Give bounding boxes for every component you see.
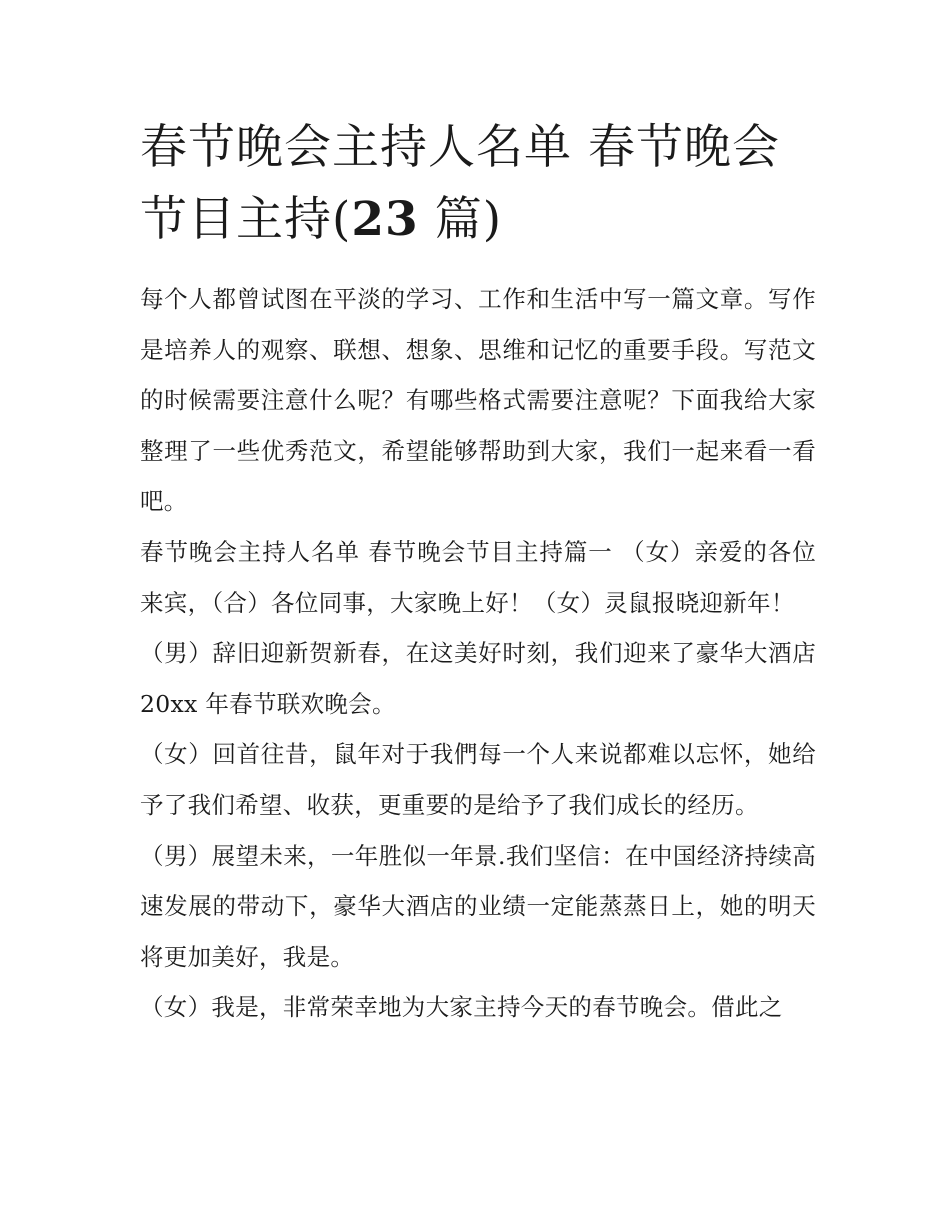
document-title	[140, 112, 816, 256]
document-body	[140, 274, 816, 1033]
paragraph-male-1: （男）辞旧迎新贺新春，在这美好时刻，我们迎来了豪华大酒店 20xx 年春节联欢晚会。	[140, 639, 816, 718]
title-text: 春节晚会主持人名单 春节晚会节目主持(	[140, 120, 780, 247]
document-page	[140, 112, 816, 1033]
paragraph-intro: 每个人都曾试图在平淡的学习、工作和生活中写一篇文章。写作是培养人的观察、联想、想象、思维和记忆的重要手段。写范文的时候需要注意什么呢？有哪些格式需要注意呢？下面我给大家整理了一些优秀范文，希望能够帮助到大家，我们一起来看一看吧。	[140, 285, 816, 516]
paragraph-female-2: （女）我是，非常荣幸地为大家主持今天的春节晚会。借此之	[140, 993, 783, 1022]
paragraph-female-1: （女）回首往昔，鼠年对于我們每一个人来说都难以忘怀，她给予了我们希望、收获，更重要的是给予了我们成长的经历。	[140, 740, 816, 819]
paragraph-opening: 春节晚会主持人名单 春节晚会节目主持篇一 （女）亲爱的各位来宾，（合）各位同事，大家晚上好！（女）灵鼠报晓迎新年！	[140, 537, 816, 617]
paragraph-male-2: （男）展望未来，一年胜似一年景.我们坚信：在中国经济持续高速发展的带动下，豪华大酒店的业绩一定能蒸蒸日上，她的明天将更加美好，我是。	[140, 841, 816, 971]
title-count: 23	[351, 192, 419, 247]
title-suffix: 篇)	[418, 192, 503, 247]
